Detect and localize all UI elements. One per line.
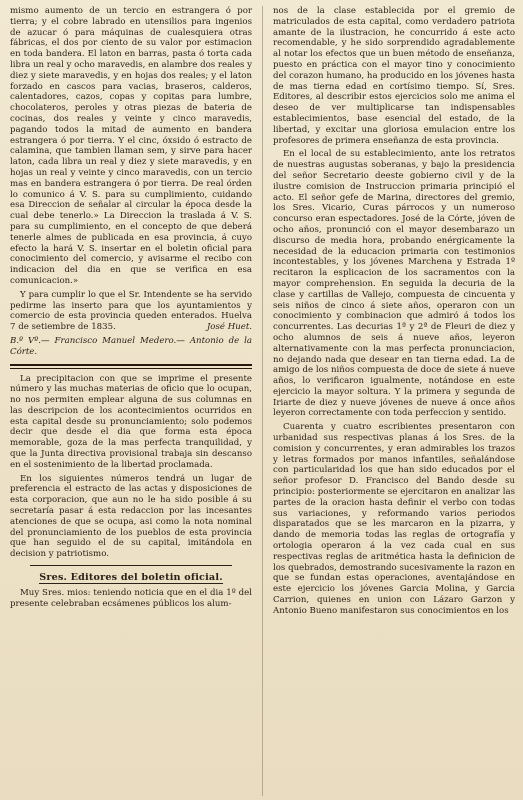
section-divider-rule	[10, 364, 252, 369]
left-paragraph-2	[10, 290, 252, 333]
two-column-layout	[10, 6, 515, 796]
left-column	[10, 6, 252, 796]
right-column	[273, 6, 515, 796]
section-title	[10, 572, 252, 583]
left-paragraph-3: La precipitacion con que se imprime el presente número y las muchas materias de oficio que lo ocupan, no nos permiten emplear alguna de sus columnas en las descripcion de los acontecimientos ocurridos en esta capital desde su pronunciamiento; solo podemos decir que desde el dia que forma esta época memorable, goza de la mas perfecta tranquilidad, y que la Junta directiva provisional trabaja sin descanso en el sostenimiento de la libertad proclamada.	[10, 373, 253, 470]
left-paragraph-2-text: Y para cumplir lo que el Sr. Intendente se ha servido pedirme las inserto para que los ayuntamientos y comercio de esta provincia queden enterados. Huelva 7 de setiembre de 1835.	[10, 289, 253, 333]
signature-line: B.º Vº.— Francisco Manuel Medero.— Antonio de la Córte.	[10, 335, 253, 357]
left-paragraph-1: mismo aumento de un tercio en estrangera ó por tierra; y el cobre labrado en utensilios para ingenios de azucar ó para máquinas de cualesquiera otras fábricas, el dos por ciento de su valor por estimacion en toda bandera. El laton en barras, pasta ó torta cada libra un real y ocho maravedis, en alambre dos reales y diez y siete maravedis, y en hojas dos reales; y el laton forzado en cascos para vacias, braseros, calderos, calentadores, cazos, copas y copitas para lumbre, chocolateros, peroles y otras piezas de bateria de cocinas, dos reales y veinte y cinco maravedis, pagando todos la mitad de aumento en bandera estrangera ó por tierra. Y el cinc, óxsido ó estracto de calamina, que tambien llaman sem, y sirve para hacer laton, cada libra un real y diez y siete maravedis, y en hojas un real y veinte y cinco maravedis, con un tercio mas en bandera estrangera ó por tierra. De real órden lo comunico á V. S. para su cumplimiento, cuidando esa Direccion de señalar al circular la época desde la cual debe tenerlo.» La Direccion la traslada á V. S. para su cumplimiento, en el concepto de que deberá tenerle almes de publicada en esa provincia, á cuyo efecto la hará V. S. insertar en el boletin oficial para conocimiento del comercio, y avisarme el recibo con indicacion del dia en que se verifica en esa comunicacion.»	[10, 6, 253, 286]
right-paragraph-2: En el local de su establecimiento, ante los retratos de nuestras augustas soberanas, y bajo la presidencia del señor Secretario deeste gobierno civil y de la ilustre comision de Instruccion primaria principió el acto. El señor gefe de Marina, directores del gremio, los Sres. Vicario, Curas párrocos y un numeroso concurso eran espectadores. José de la Córte, jóven de ocho años, pronunció con el mayor desembarazo un discurso de media hora, probando enérgicamente la necesidad de la educacion primaria con testimonios incontestables, y los jóvenes Marchena y Estrada 1º recitaron la esplicacion de los sacramentos con la mayor comprehension. En seguida la decuria de la clase y cartillas de Vallejo, compuesta de cincuenta y seis niños de cinco á siete años, operaron con un conocimiento y combinacion que admiró á todos los concurrentes. Las decurias 1ª y 2ª de Fleuri de diez y ocho alumnos de seis á nueve años, leyeron alternativamente con la mas perfecta pronunciacion, no dejando nada que desear en tan tierna edad. La de amigo de los niños compuesta de doce de siete á nueve años, lo verificaron igualmente, notándose en este ejercicio la mayor soltura. Y la primera y segunda de Iriarte de diez y nueve jóvenes de nueve á once años leyeron correctamente con toda perfeccion y sentido.	[273, 149, 516, 419]
left-paragraph-5: Muy Sres. mios: teniendo noticia que en el dia 1º del presente celebraban ecsámenes públicos los alum-	[10, 588, 253, 609]
right-paragraph-3: Cuarenta y cuatro escribientes presentaron con urbanidad sus respectivas planas á los Sres. de la comision y concurrentes, y eran admirables los trazos y letras formados por manos infantiles, señalándose con particularidad los que han sido educados por el señor profesor D. Francisco del Bando desde su principio: posteriormente se ejercitaron en analizar las partes de la oracion hasta definir el verbo con todas sus variaciones, y reformando varios periodos disparatados que se les marcaron en la pizarra, y dando de memoria todas las reglas de ortografía y ortologia operaron á la vez cada cual en sus respectivas reglas de aritmética hasta la definicion de los quebrados, demostrando sucesivamente la razon en que se fundan estas operaciones, aventajándose en este ejercicio los jóvenes Garcia Molina, y Garcia Carrion, quienes en union con Lázaro Garzon y Antonio Bueno manifestaron sus conocimientos en los	[273, 422, 516, 616]
section-title-text: Sres. Editores del boletin oficial.	[39, 572, 223, 584]
signature-huet: José Huet.	[206, 322, 253, 333]
right-paragraph-1: nos de la clase establecida por el gremio de matriculados de esta capital, como verdadero patriota amante de la ilustracion, he concurrido á este acto recomendable, y he sido sorprendido agradablemente al notar los efectos que un buen método de enseñanza, puesto en práctica con el mayor tino y conocimiento del corazon humano, ha producido en los jóvenes hasta de mas tierna edad en cortísimo tiempo. Sí, Sres. Editores, al describir estos ejercicios solo me anima el deseo de ver multiplicarse tan indispensables establecimientos, base esencial del estado, de la libertad, y excitar una gloriosa emulacion entre los profesores de primera enseñanza de esta provincia.	[273, 6, 516, 146]
title-divider-rule	[30, 565, 232, 566]
left-paragraph-4: En los siguientes números tendrá un lugar de preferencia el estracto de las actas y disposiciones de esta corporacion, que aun no le ha sido posible á su secretaría pasar á esta redaccion por las incesantes atenciones de que se ocupa, asi como la nota nominal del pronunciamiento de los pueblos de esta provincia que han seguido el de su capital, imitándola en decision y patriotismo.	[10, 473, 253, 560]
column-divider	[262, 6, 263, 796]
